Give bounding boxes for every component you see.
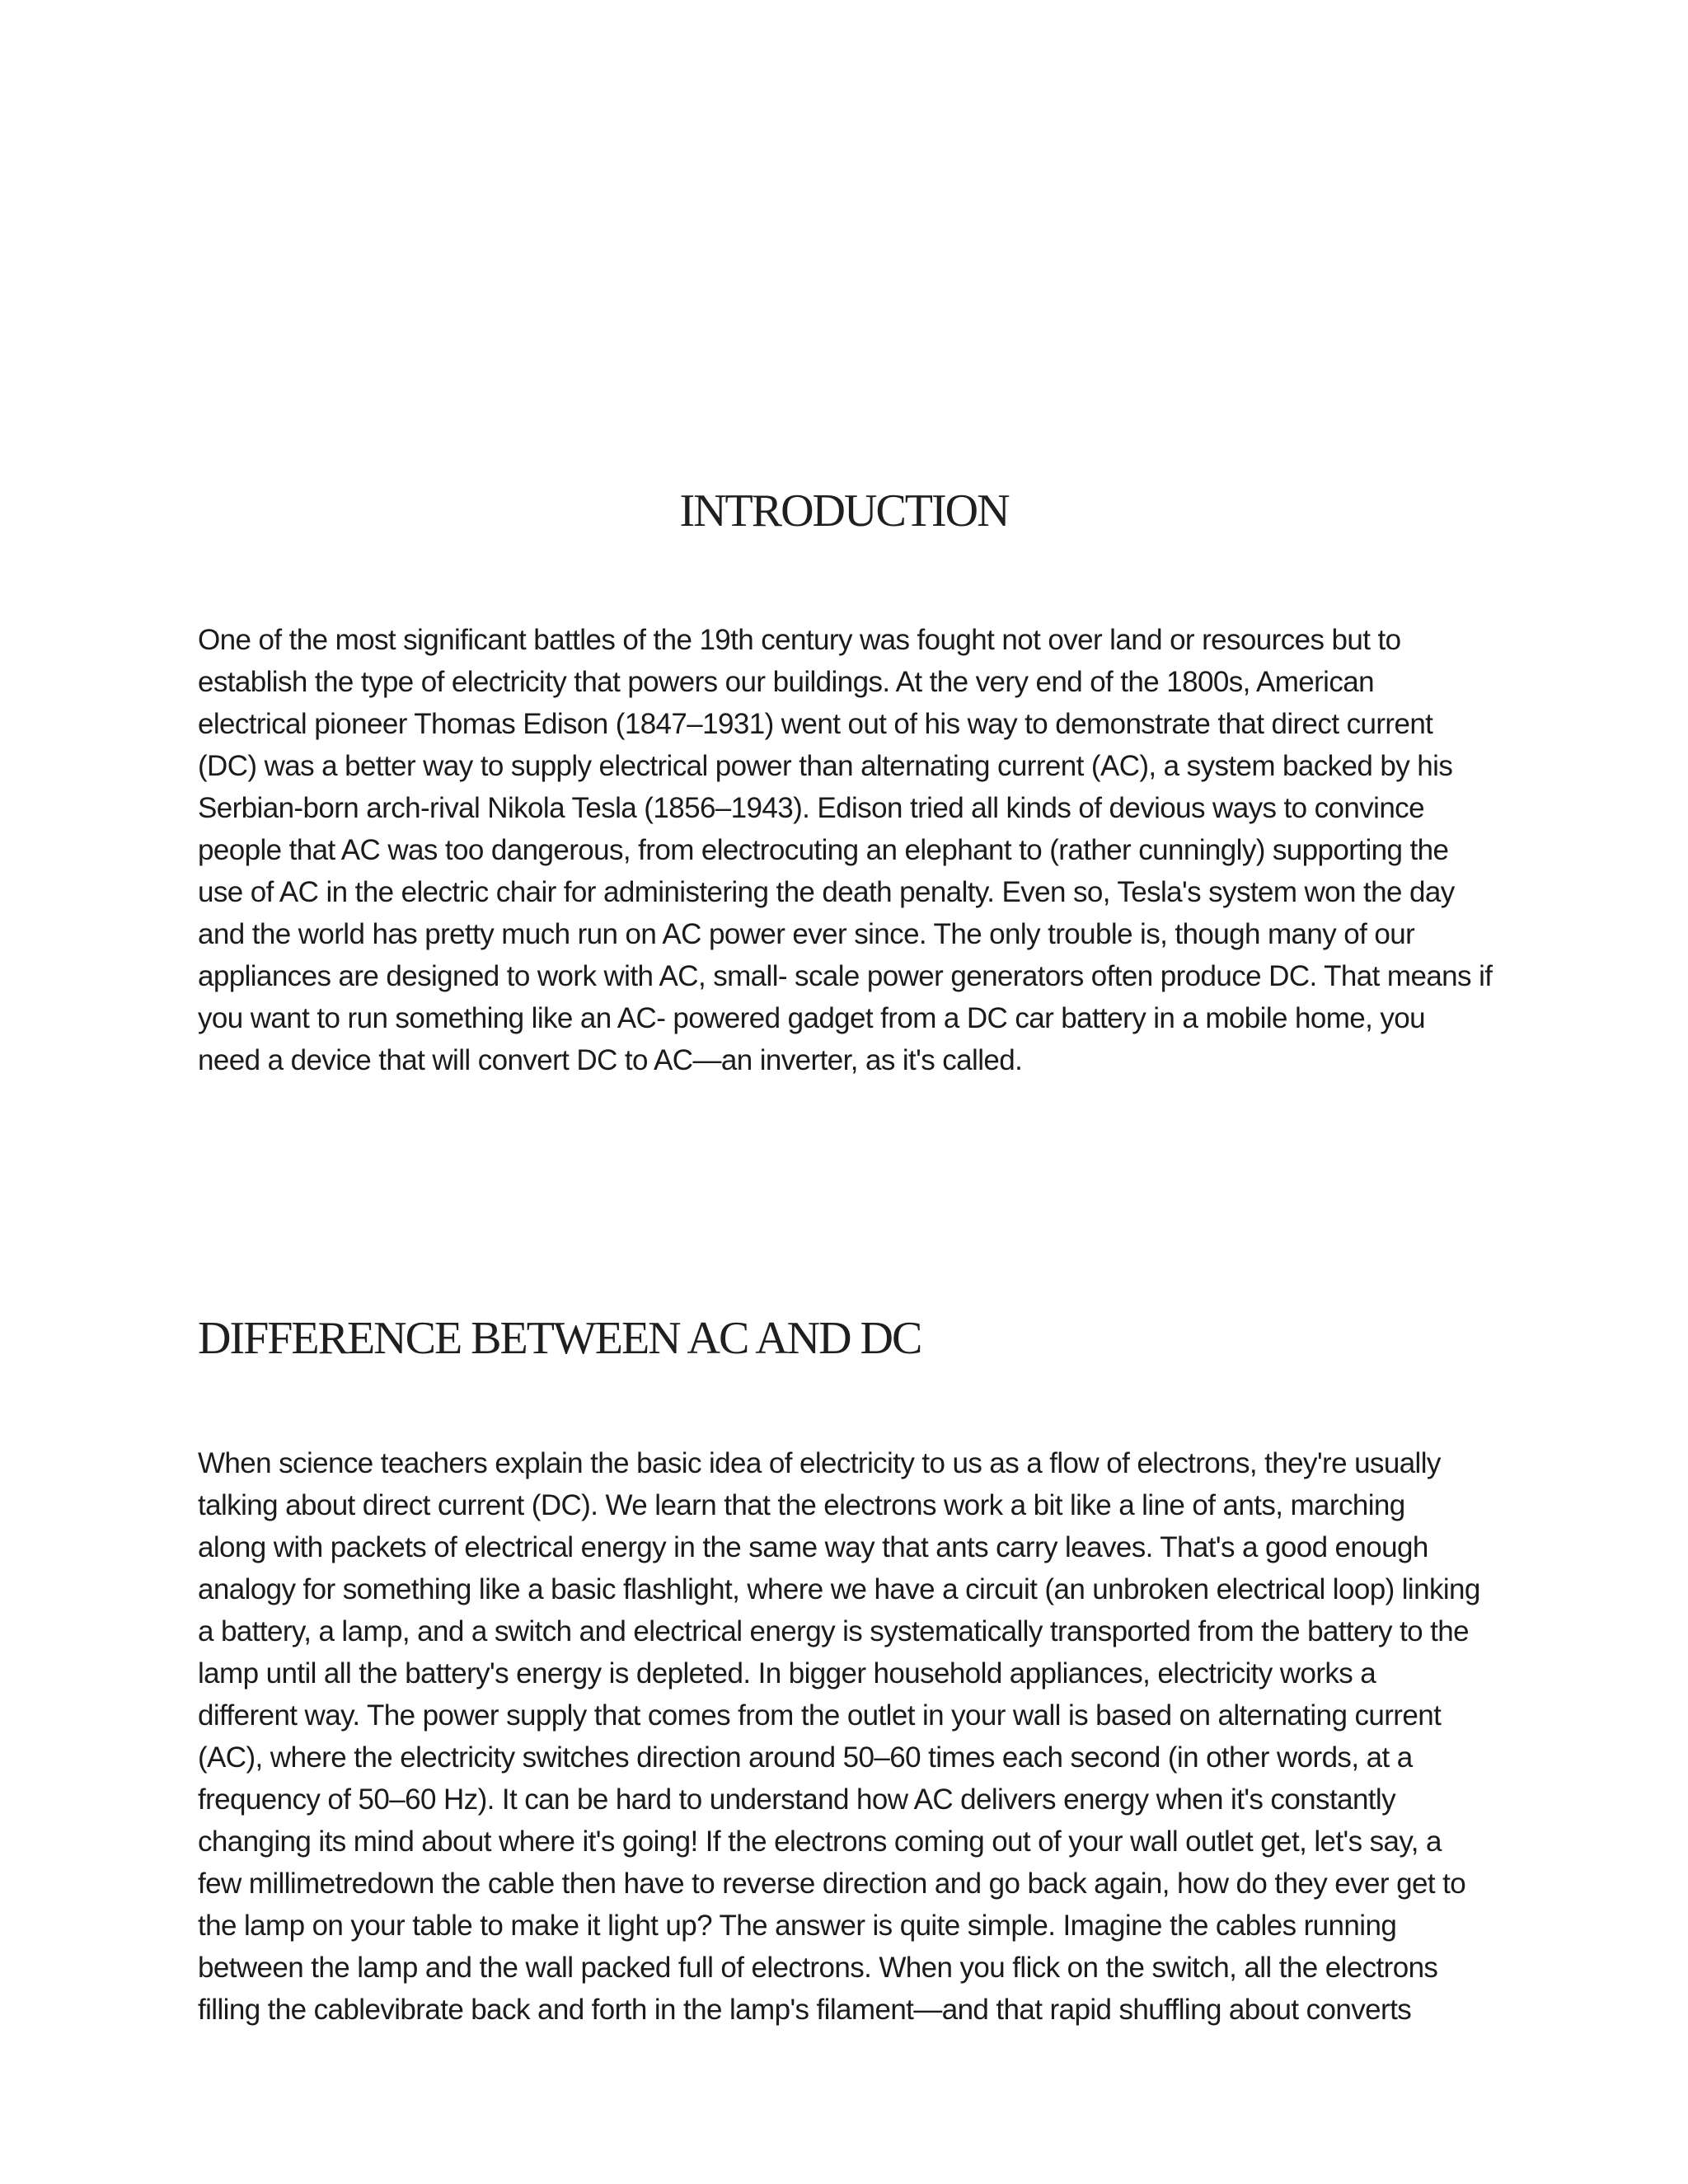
- paragraph-line: appliances are designed to work with AC, small- scale power generators often produce DC. That means if: [198, 960, 1493, 992]
- paragraph-line: few millimetredown the cable then have to reverse direction and go back again, how do they ever get to: [198, 1868, 1466, 1900]
- paragraph-line: lamp until all the battery's energy is depleted. In bigger household appliances, electricity works a: [198, 1657, 1376, 1690]
- paragraph-line: the lamp on your table to make it light up? The answer is quite simple. Imagine the cables running: [198, 1910, 1397, 1942]
- paragraph-line: (DC) was a better way to supply electrical power than alternating current (AC), a system backed by his: [198, 750, 1453, 782]
- paragraph-line: When science teachers explain the basic idea of electricity to us as a flow of electrons, they're usually: [198, 1447, 1441, 1479]
- paragraph-line: changing its mind about where it's going! If the electrons coming out of your wall outlet get, let's say, a: [198, 1825, 1442, 1858]
- paragraph-line: establish the type of electricity that powers our buildings. At the very end of the 1800s, American: [198, 666, 1374, 698]
- paragraph-line: use of AC in the electric chair for administering the death penalty. Even so, Tesla's system won the day: [198, 876, 1455, 908]
- paragraph-line: analogy for something like a basic flashlight, where we have a circuit (an unbroken electrical loop) linking: [198, 1573, 1480, 1605]
- paragraph-line: and the world has pretty much run on AC power ever since. The only trouble is, though many of our: [198, 918, 1415, 950]
- paragraph-line: you want to run something like an AC- powered gadget from a DC car battery in a mobile home, you: [198, 1002, 1426, 1034]
- paragraph-line: a battery, a lamp, and a switch and electrical energy is systematically transported from the battery to the: [198, 1615, 1470, 1647]
- paragraph-line: One of the most significant battles of the 19th century was fought not over land or resources but to: [198, 624, 1401, 656]
- paragraph-line: electrical pioneer Thomas Edison (1847–1931) went out of his way to demonstrate that direct current: [198, 708, 1433, 740]
- paragraph-line: talking about direct current (DC). We learn that the electrons work a bit like a line of ants, marching: [198, 1489, 1405, 1521]
- introduction-paragraph: [198, 619, 1500, 1081]
- difference-heading: DIFFERENCE BETWEEN AC AND DC: [198, 1313, 921, 1364]
- difference-paragraph: [198, 1442, 1500, 2031]
- paragraph-line: frequency of 50–60 Hz). It can be hard to understand how AC delivers energy when it's constantly: [198, 1783, 1396, 1816]
- paragraph-line: filling the cablevibrate back and forth in the lamp's filament—and that rapid shuffling about converts: [198, 1994, 1412, 2026]
- paragraph-line: different way. The power supply that comes from the outlet in your wall is based on alternating current: [198, 1699, 1442, 1732]
- paragraph-line: need a device that will convert DC to AC—an inverter, as it's called.: [198, 1044, 1023, 1076]
- paragraph-line: between the lamp and the wall packed full of electrons. When you flick on the switch, all the electrons: [198, 1952, 1438, 1984]
- paragraph-line: along with packets of electrical energy in the same way that ants carry leaves. That's a good enough: [198, 1531, 1428, 1563]
- paragraph-line: (AC), where the electricity switches direction around 50–60 times each second (in other words, at a: [198, 1741, 1413, 1774]
- paragraph-line: people that AC was too dangerous, from electrocuting an elephant to (rather cunningly) supporting the: [198, 834, 1449, 866]
- paragraph-line: Serbian-born arch-rival Nikola Tesla (1856–1943). Edison tried all kinds of devious ways to convince: [198, 792, 1424, 824]
- introduction-heading: INTRODUCTION: [679, 485, 1009, 537]
